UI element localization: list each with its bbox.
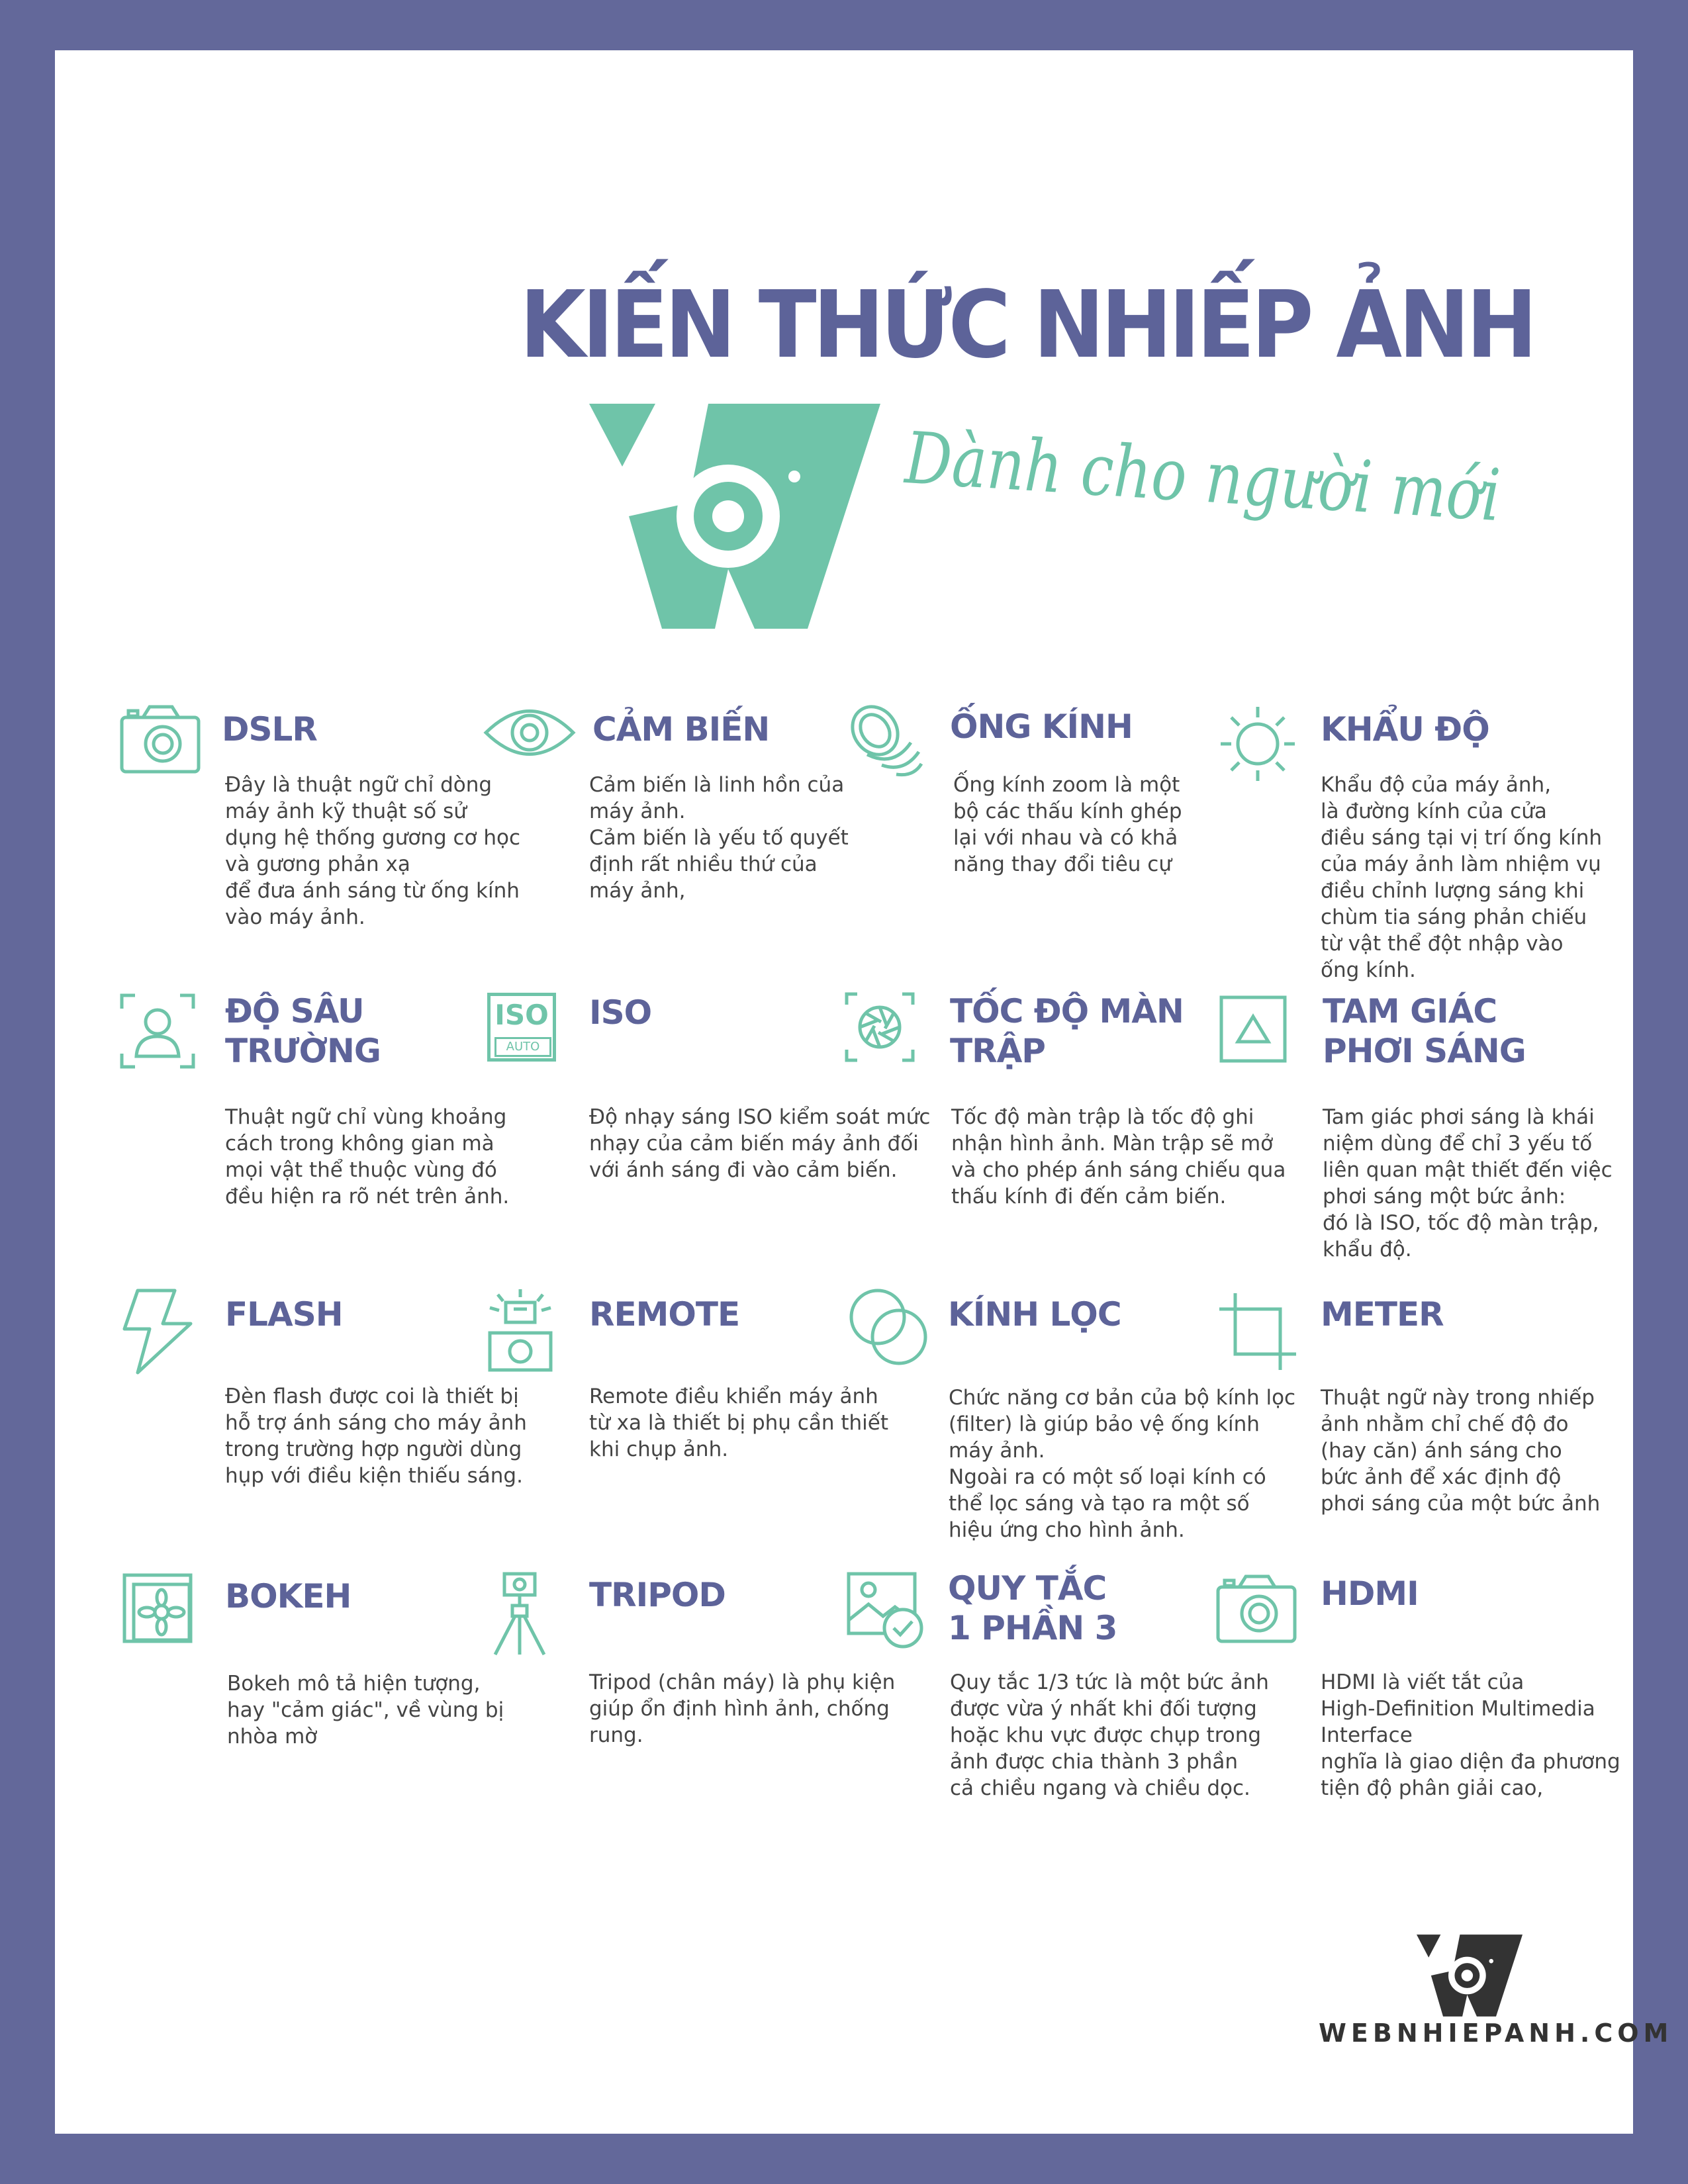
item-heading-ong-kinh: ỐNG KÍNH (950, 707, 1133, 746)
item-heading-kinh-loc: KÍNH LỌC (948, 1295, 1121, 1334)
flash-icon (120, 1288, 195, 1375)
item-text-dslr: Đây là thuật ngữ chỉ dòng máy ảnh kỹ thuật số sử dụng hệ thống gương cơ học và gương phản xạ để đưa ánh sáng từ ống kính vào máy ảnh. (225, 773, 521, 929)
item-text-bokeh: Bokeh mô tả hiện tượng, hay "cảm giác", về vùng bị nhòa mờ (227, 1672, 504, 1749)
remote-camera-icon (487, 1288, 553, 1373)
item-text-iso: Độ nhạy sáng ISO kiểm soát mức nhạy của cảm biến máy ảnh đối với ánh sáng đi vào cảm biến. (589, 1105, 931, 1182)
item-heading-tripod: TRIPOD (589, 1576, 726, 1614)
item-text-quy-tac-1-phan-3: Quy tắc 1/3 tức là một bức ảnh được vừa ý nhất khi đối tượng hoặc khu vực được chụp trong ảnh được chia thành 3 phần cả chiều ngang và chiều dọc. (950, 1670, 1269, 1800)
item-text-khau-do: Khẩu độ của máy ảnh, là đường kính của cửa điều sáng tại vị trí ống kính của máy ảnh làm nhiệm vụ điều chỉnh lượng sáng khi chùm tia sáng phản chiếu từ vật thể đột nhập vào ống kính. (1321, 773, 1602, 982)
item-heading-khau-do: KHẨU ĐỘ (1321, 710, 1489, 749)
webnhiepanh-logo (589, 404, 880, 629)
item-heading-meter: METER (1321, 1295, 1444, 1334)
item-heading-dslr: DSLR (222, 710, 317, 749)
iso-auto-icon (487, 993, 556, 1062)
item-text-do-sau-truong: Thuật ngữ chỉ vùng khoảng cách trong không gian mà mọi vật thể thuộc vùng đó đều hiện ra rõ nét trên ảnh. (225, 1105, 510, 1208)
item-heading-quy-tac-1-phan-3: QUY TẮC 1 PHẦN 3 (948, 1569, 1117, 1647)
item-heading-tam-giac-phoi-sang: TAM GIÁC PHƠI SÁNG (1323, 992, 1526, 1070)
item-text-meter: Thuật ngữ này trong nhiếp ảnh nhằm chỉ chế độ đo (hay căn) ánh sáng cho bức ảnh để xác định độ phơi sáng của một bức ảnh (1321, 1386, 1601, 1516)
item-text-kinh-loc: Chức năng cơ bản của bộ kính lọc (filter) là giúp bảo vệ ống kính máy ảnh. Ngoài ra có một số loại kính có thể lọc sáng và tạo ra một số hiệu ứng cho hình ảnh. (949, 1386, 1296, 1542)
item-heading-bokeh: BOKEH (225, 1577, 352, 1615)
eye-icon (483, 703, 576, 762)
sun-icon (1219, 705, 1296, 782)
page-title: KIẾN THỨC NHIẾP ẢNH (520, 271, 1534, 379)
item-heading-remote: REMOTE (589, 1295, 740, 1334)
item-heading-iso: ISO (589, 993, 652, 1032)
camera-icon (1215, 1572, 1297, 1645)
item-heading-cam-bien: CẢM BIẾN (592, 710, 770, 749)
brand-logo-icon (1417, 1933, 1523, 2019)
item-text-tripod: Tripod (chân máy) là phụ kiện giúp ổn định hình ảnh, chống rung. (589, 1670, 896, 1747)
item-heading-toc-do-man-trap: TỐC ĐỘ MÀN TRẬP (950, 992, 1184, 1070)
crop-icon (1217, 1291, 1299, 1373)
bokeh-icon (122, 1572, 196, 1645)
page-subtitle: Dành cho người mới (903, 417, 1503, 538)
item-text-flash: Đèn flash được coi là thiết bị hỗ trợ ánh sáng cho máy ảnh trong trường hợp người dùng hụp với điều kiện thiếu sáng. (225, 1385, 527, 1488)
item-text-toc-do-man-trap: Tốc độ màn trập là tốc độ ghi nhận hình ảnh. Màn trập sẽ mở và cho phép ánh sáng chiếu qua thấu kính đi đến cảm biến. (951, 1105, 1286, 1208)
item-text-ong-kinh: Ống kính zoom là một bộ các thấu kính ghép lại với nhau và có khả năng thay đổi tiêu cự (953, 773, 1182, 876)
iso-icon-label: ISO (494, 999, 549, 1031)
aperture-icon (844, 991, 915, 1063)
triangle-icon (1219, 995, 1287, 1063)
item-heading-hdmi: HDMI (1321, 1574, 1419, 1613)
item-text-tam-giac-phoi-sang: Tam giác phơi sáng là khái niệm dùng để chỉ 3 yếu tố liên quan mật thiết đến việc phơi sáng một bức ảnh: đó là ISO, tốc độ màn trập, khẩu độ. (1323, 1105, 1613, 1261)
portrait-focus-icon (119, 993, 196, 1069)
filter-icon (849, 1288, 928, 1366)
brand-name[interactable]: WEBNHIEPANH.COM (1319, 2019, 1673, 2048)
item-text-cam-bien: Cảm biến là linh hồn của máy ảnh. Cảm biến là yếu tố quyết định rất nhiều thứ của máy ảnh, (589, 773, 849, 903)
image-check-icon (846, 1571, 924, 1649)
camera-icon (119, 703, 201, 776)
item-heading-do-sau-truong: ĐỘ SÂU TRƯỜNG (225, 992, 381, 1070)
tripod-icon (490, 1571, 549, 1657)
item-text-hdmi: HDMI là viết tắt của High-Definition Multimedia Interface nghĩa là giao diện đa phương tiện độ phân giải cao, (1321, 1670, 1620, 1800)
item-text-remote: Remote điều khiển máy ảnh từ xa là thiết bị phụ cần thiết khi chụp ảnh. (589, 1385, 888, 1461)
item-heading-flash: FLASH (225, 1295, 343, 1334)
auto-icon-label: AUTO (494, 1037, 551, 1057)
lens-icon (847, 702, 924, 781)
